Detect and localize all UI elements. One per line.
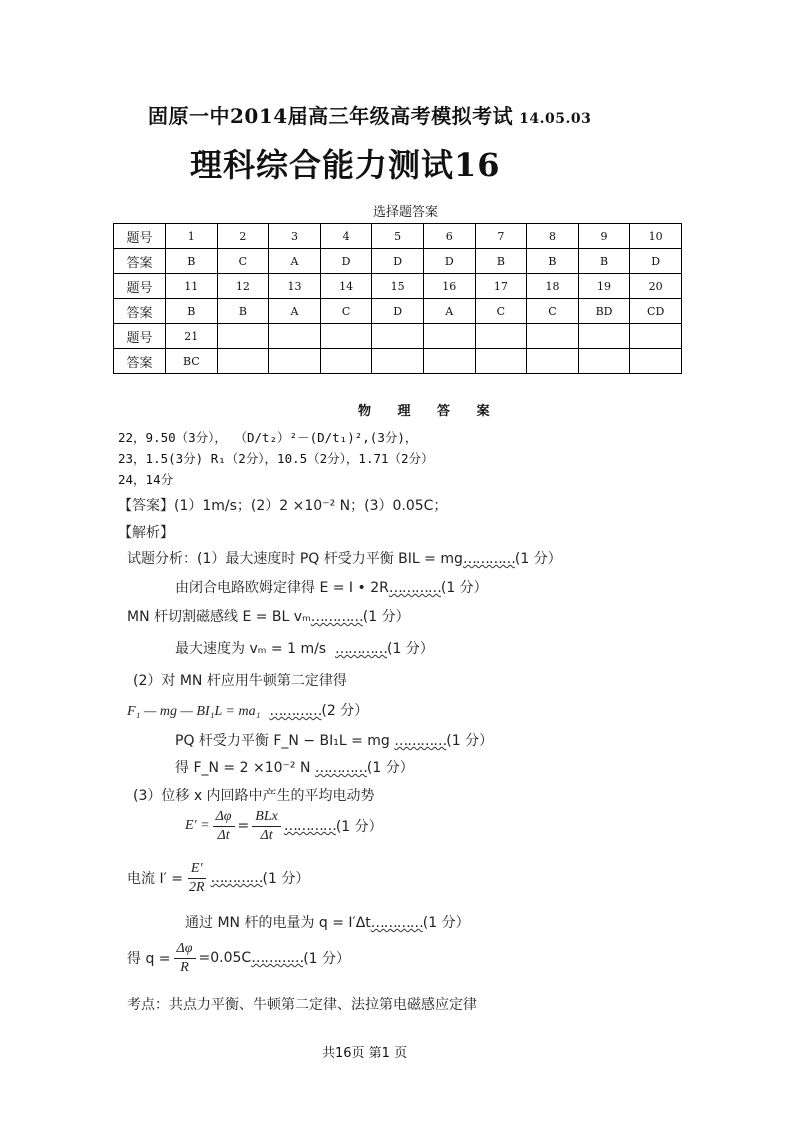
solution-step-8 [175, 757, 414, 777]
eq-rhs: =0.05C [198, 950, 252, 966]
answer-cell: D [423, 249, 475, 274]
question-number-cell: 6 [423, 224, 475, 249]
solution-step-5: (2）对 MN 杆应用牛顿第二定律得 [133, 673, 347, 689]
numerator: E′ [188, 860, 206, 879]
answer-row [114, 349, 682, 374]
question-number-cell [475, 324, 527, 349]
answer-cell: C [320, 299, 372, 324]
question-number-cell: 20 [630, 274, 682, 299]
answer-table [113, 223, 682, 374]
answer-row-label: 答案 [114, 349, 166, 374]
question-number-cell [269, 324, 321, 349]
table-caption: 选择题答案 [373, 205, 439, 220]
dots: ………… [251, 950, 304, 966]
denominator: Δt [260, 827, 273, 843]
answer-cell: A [423, 299, 475, 324]
answer-q22: 22，9.50（3分）， （D/t₂）²－(D/t₁)²,(3分)， [118, 430, 418, 445]
question-number-cell: 12 [217, 274, 269, 299]
solution-step-1 [127, 548, 562, 568]
question-number-cell [527, 324, 579, 349]
question-number-cell: 8 [527, 224, 579, 249]
score: (1 分） [262, 871, 310, 887]
equation-charge [127, 940, 350, 976]
numerator: BLx [252, 808, 281, 827]
answer-cell [527, 349, 579, 374]
answer-cell [630, 349, 682, 374]
answer-cell: C [217, 249, 269, 274]
answer-cell: B [578, 249, 630, 274]
answer-row-label: 答案 [114, 299, 166, 324]
question-number-cell: 18 [527, 274, 579, 299]
step-7-text: PQ 杆受力平衡 F_N − BI₁L = mg [175, 733, 390, 749]
answer-cell: D [320, 249, 372, 274]
analysis-label: 【解析】 [118, 525, 174, 541]
question-row [114, 274, 682, 299]
solution-step-3 [127, 606, 410, 626]
answer-cell: B [475, 249, 527, 274]
solution-step-6 [127, 700, 368, 720]
dots: ………… [394, 733, 447, 749]
question-number-cell [630, 324, 682, 349]
eq-sign: = [237, 818, 250, 834]
answer-cell: BC [166, 349, 218, 374]
fraction [174, 940, 196, 976]
question-number-cell: 7 [475, 224, 527, 249]
dots: ………… [269, 703, 322, 719]
dots: ………… [310, 609, 363, 625]
answer-cell: C [475, 299, 527, 324]
dots: ………… [462, 551, 515, 567]
question-number-cell [217, 324, 269, 349]
answer-cell [423, 349, 475, 374]
answer-row [114, 299, 682, 324]
step-12-text: 通过 MN 杆的电量为 q = I′Δt [185, 915, 371, 931]
answer-cell [578, 349, 630, 374]
question-number-cell [578, 324, 630, 349]
question-number-cell: 9 [578, 224, 630, 249]
score: (1 分） [303, 951, 351, 967]
question-row [114, 324, 682, 349]
numerator: Δφ [213, 808, 235, 827]
question-number-cell: 19 [578, 274, 630, 299]
question-number-cell: 13 [269, 274, 321, 299]
answer-cell: D [372, 249, 424, 274]
question-number-cell: 3 [269, 224, 321, 249]
exam-points: 考点：共点力平衡、牛顿第二定律、法拉第电磁感应定律 [127, 997, 477, 1013]
dots: ………… [388, 580, 441, 596]
dots: ………… [370, 915, 423, 931]
equation-current [127, 860, 309, 896]
step-2-text: 由闭合电路欧姆定律得 E = I • 2R [175, 580, 389, 596]
eq-lhs: 得 q = [127, 951, 171, 967]
answer-cell [475, 349, 527, 374]
question-row-label: 题号 [114, 274, 166, 299]
answer-row-label: 答案 [114, 249, 166, 274]
answer-q24: 24，14分 [118, 472, 174, 487]
equation-emf [185, 808, 383, 844]
dots: ………… [314, 760, 367, 776]
question-number-cell: 17 [475, 274, 527, 299]
answer-cell [269, 349, 321, 374]
answer-cell: B [166, 299, 218, 324]
exam-subtitle: 理科综合能力测试16 [190, 146, 501, 184]
answer-cell [372, 349, 424, 374]
solution-step-2 [175, 577, 488, 597]
fraction [186, 860, 208, 896]
question-number-cell: 4 [320, 224, 372, 249]
solution-step-9: (3）位移 x 内回路中产生的平均电动势 [133, 788, 375, 804]
question-number-cell [320, 324, 372, 349]
score: (1 分） [366, 760, 414, 776]
answer-cell [217, 349, 269, 374]
exam-title-text: 固原一中2014届高三年级高考模拟考试 [148, 104, 514, 128]
answer-row [114, 249, 682, 274]
question-number-cell: 21 [166, 324, 218, 349]
step-8-text: 得 F_N = 2 ×10⁻² N [175, 760, 311, 776]
answer-cell: B [166, 249, 218, 274]
score: (1 分） [446, 733, 494, 749]
answer-cell: A [269, 249, 321, 274]
score: (1 分） [422, 915, 470, 931]
answer-cell: BD [578, 299, 630, 324]
exam-title [148, 100, 591, 129]
answer-cell: B [217, 299, 269, 324]
question-number-cell [372, 324, 424, 349]
page-footer: 共16页 第1 页 [322, 1046, 408, 1061]
step-6-text: F₁ — mg — BI₁L = ma₁ [127, 704, 261, 719]
score: (2 分） [321, 703, 369, 719]
answer-summary: 【答案】(1）1m/s；(2）2 ×10⁻² N；(3）0.05C； [118, 498, 448, 514]
answer-cell: D [630, 249, 682, 274]
fraction [252, 808, 281, 844]
physics-heading: 物 理 答 案 [358, 404, 501, 419]
question-number-cell: 11 [166, 274, 218, 299]
step-4-text: 最大速度为 vₘ = 1 m/s [175, 641, 327, 657]
score: (1 分） [362, 609, 410, 625]
eq-lhs: 电流 I′ = [127, 871, 183, 887]
answer-cell: A [269, 299, 321, 324]
score: (1 分） [387, 641, 434, 657]
dots: ………… [210, 870, 263, 886]
dots: ………… [335, 641, 388, 657]
dots: ………… [283, 818, 336, 834]
exam-date: 14.05.03 [519, 111, 592, 127]
score: (1 分） [440, 580, 488, 596]
question-row-label: 题号 [114, 324, 166, 349]
answer-cell: C [527, 299, 579, 324]
score: (1 分） [335, 819, 383, 835]
solution-step-7 [175, 730, 493, 750]
question-number-cell: 16 [423, 274, 475, 299]
question-number-cell: 14 [320, 274, 372, 299]
step-3-text: MN 杆切割磁感线 E = BL vₘ [127, 609, 311, 625]
question-number-cell: 1 [166, 224, 218, 249]
question-number-cell: 10 [630, 224, 682, 249]
score: (1 分） [514, 551, 562, 567]
answer-q23: 23，1.5(3分) R₁（2分），10.5（2分），1.71（2分） [118, 451, 434, 466]
answer-cell: D [372, 299, 424, 324]
solution-step-4 [175, 638, 434, 658]
answer-cell [320, 349, 372, 374]
question-number-cell: 15 [372, 274, 424, 299]
answer-cell: CD [630, 299, 682, 324]
answer-cell: B [527, 249, 579, 274]
denominator: Δt [217, 827, 230, 843]
eq-lhs: E′ = [185, 818, 210, 833]
denominator: R [180, 959, 189, 975]
question-row-label: 题号 [114, 224, 166, 249]
question-row [114, 224, 682, 249]
question-number-cell: 2 [217, 224, 269, 249]
solution-step-12 [185, 912, 470, 932]
numerator: Δφ [174, 940, 196, 959]
question-number-cell [423, 324, 475, 349]
fraction [213, 808, 235, 844]
question-number-cell: 5 [372, 224, 424, 249]
step-1-text: 试题分析：(1）最大速度时 PQ 杆受力平衡 BIL = mg [127, 551, 463, 567]
denominator: 2R [188, 879, 205, 895]
